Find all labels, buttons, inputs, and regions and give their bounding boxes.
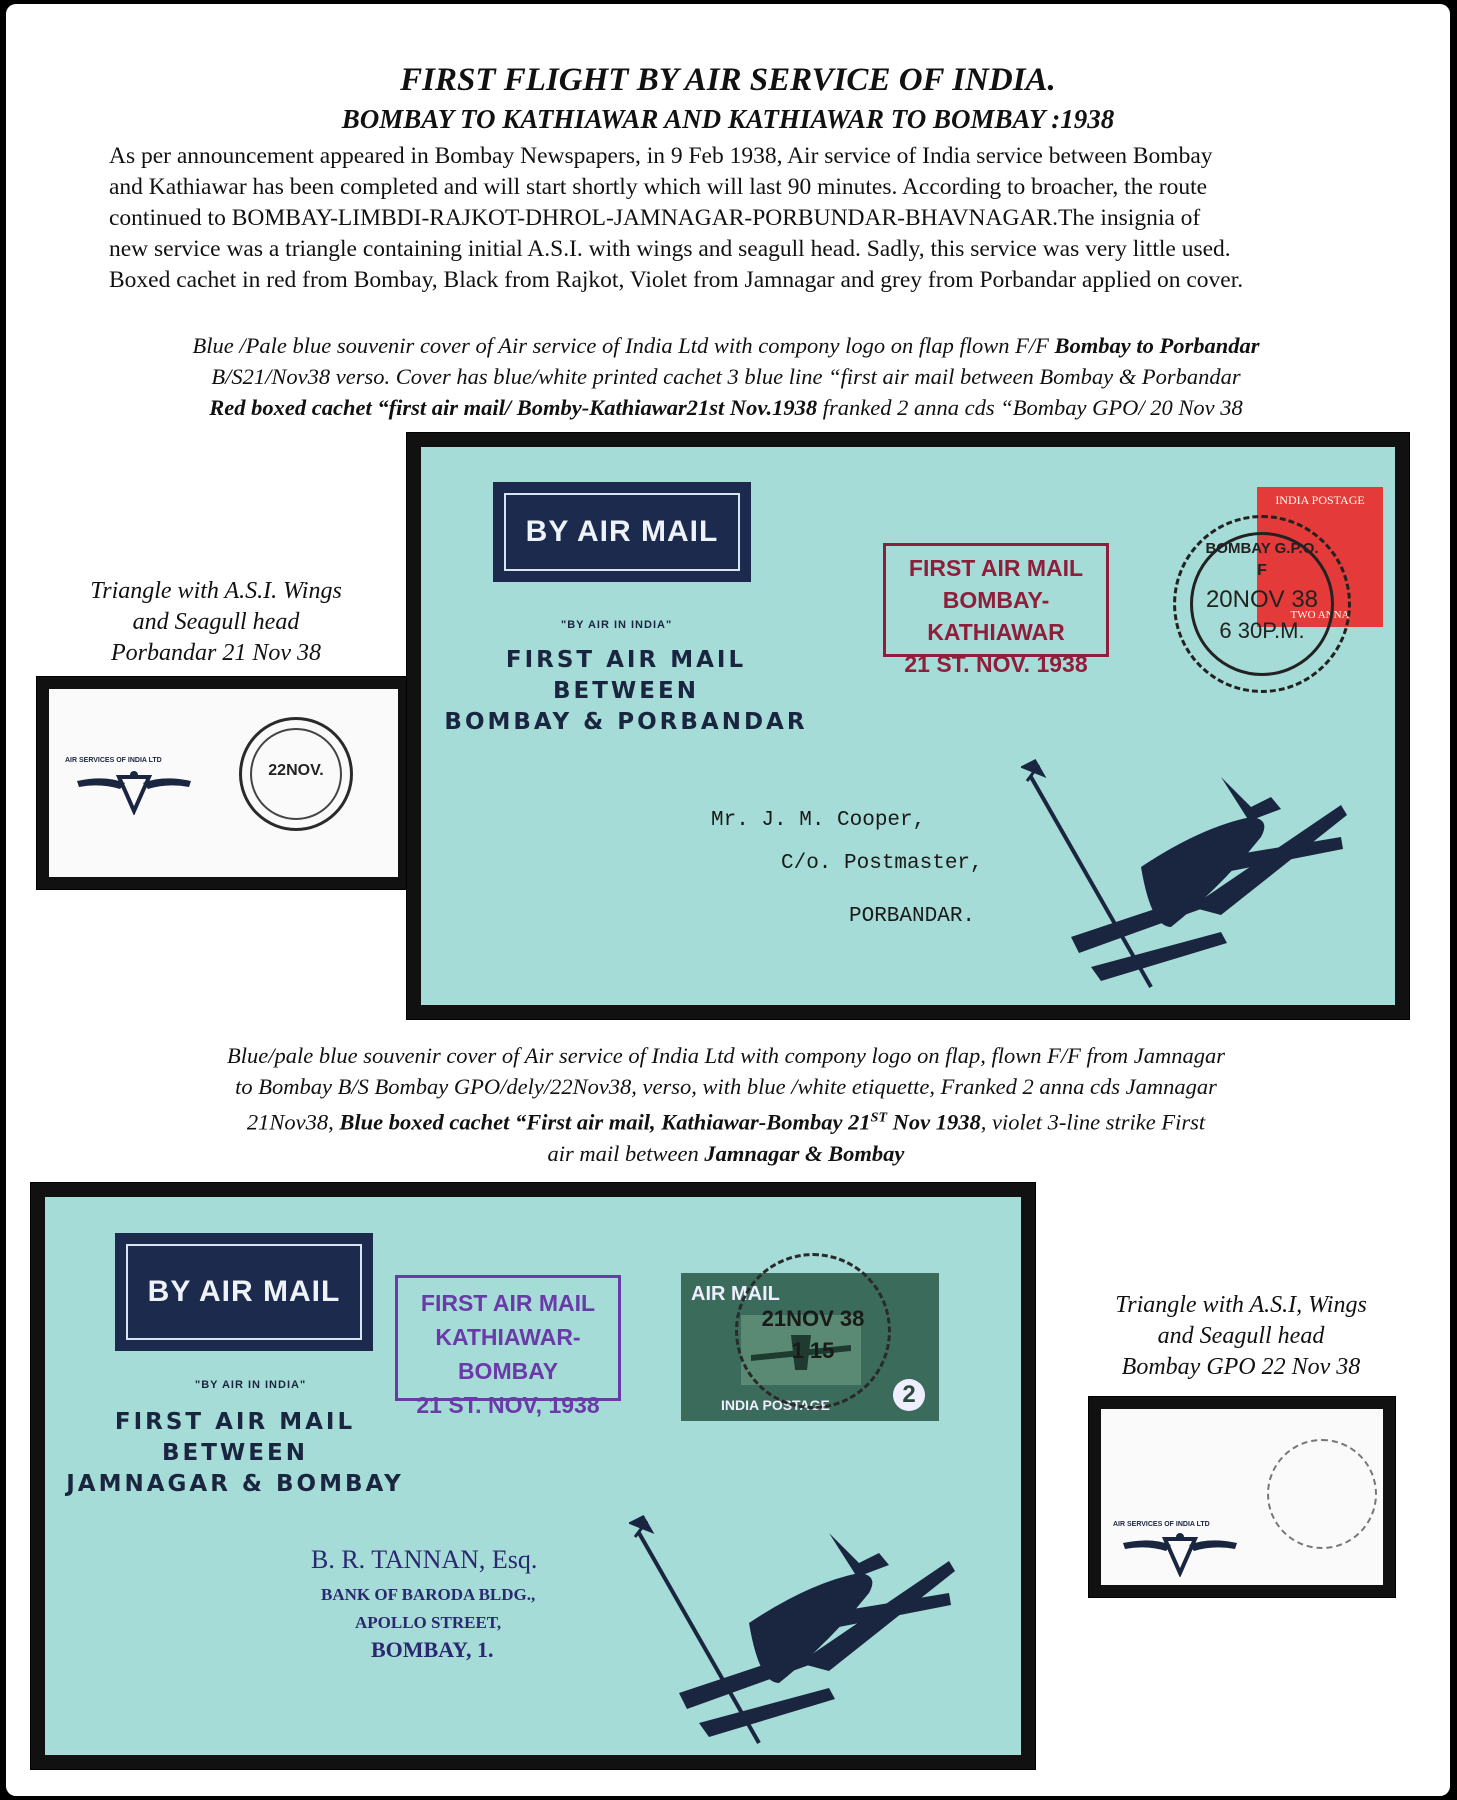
cover2-desc-text: to Bombay B/S Bombay GPO/dely/22Nov38, verso, with blue /white etiquette, Franked 2 anna cds Jamnagar [235, 1074, 1217, 1099]
caption-line: Bombay GPO 22 Nov 38 [1121, 1354, 1361, 1380]
cover2-postmark [735, 1253, 891, 1409]
printed-line: BETWEEN [162, 1440, 308, 1466]
cover1-desc-bold: Red boxed cachet “first air mail/ Bomby-Kathiawar21st Nov.1938 [209, 395, 818, 420]
cover2-desc-bold: Nov 1938 [887, 1109, 981, 1135]
airplane-illustration [1021, 757, 1351, 997]
stamp-top-text: INDIA POSTAGE [1275, 493, 1365, 507]
cover2-mount [30, 1182, 1036, 1770]
printed-line: FIRST AIR MAIL [114, 1409, 356, 1435]
flap2-caption [1076, 1290, 1406, 1383]
cover1-airmail-label [493, 482, 751, 582]
cover2-desc-text: 21Nov38, [246, 1109, 340, 1135]
flap2-logo-text: AIR SERVICES OF INDIA LTD [1113, 1521, 1210, 1528]
printed-line: FIRST AIR MAIL [505, 647, 747, 673]
cover1-desc-text: franked 2 anna cds “Bombay GPO/ 20 Nov 38 [817, 395, 1243, 420]
intro-paragraph [109, 141, 1439, 296]
cover1-address-line: C/o. Postmaster, [781, 852, 983, 875]
postmark-date: 21NOV 38 [761, 1306, 865, 1331]
cachet-line: 21 ST. NOV, 1938 [416, 1392, 600, 1418]
printed-line: BOMBAY & PORBANDAR [444, 709, 808, 735]
caption-line: Triangle with A.S.I. Wings [90, 578, 342, 604]
cover1-address-line: Mr. J. M. Cooper, [711, 809, 926, 832]
cover2-airmail-label [115, 1233, 373, 1351]
cachet-line: FIRST AIR MAIL [908, 555, 1084, 581]
cover1-desc-bold: Bombay to Porbandar [1054, 333, 1260, 358]
cachet-line: KATHIAWAR-BOMBAY [435, 1324, 581, 1384]
cover1-desc-text: B/S21/Nov38 verso. Cover has blue/white printed cachet 3 blue line “first air mail between Bombay & Porbandar [211, 364, 1241, 389]
cover2-envelope [45, 1197, 1021, 1755]
postmark-date: 20NOV 38 [1205, 586, 1319, 613]
printed-line: BETWEEN [553, 678, 699, 704]
cover2-desc-bold: Blue boxed cachet “First air mail, Kathiawar-Bombay 21 [339, 1109, 871, 1135]
cover2-desc-bold: Jamnagar & Bombay [704, 1140, 905, 1166]
asi-wings-logo [75, 769, 193, 815]
cover2-printed-cachet [55, 1407, 415, 1500]
cover1-red-boxed-cachet [883, 543, 1109, 677]
cover1-desc-text: Blue /Pale blue souvenir cover of Air service of India Ltd with compony logo on flap flown F/F [192, 333, 1055, 358]
flap2-postmark [1267, 1439, 1377, 1549]
postmark-time: 1 15 [791, 1338, 835, 1363]
stamp-bottom-text: INDIA POSTAGE [721, 1397, 830, 1413]
cover1-mount [406, 432, 1410, 1020]
intro-line: and Kathiawar has been completed and will start shortly which will last 90 minutes. According to broacher, the route [109, 174, 1208, 200]
postmark-time: 6 30P.M. [1219, 618, 1305, 643]
cover2-by-air-india: "BY AIR IN INDIA" [195, 1379, 307, 1391]
cover1-description [36, 330, 1416, 423]
flap1-image [49, 689, 398, 877]
album-page [6, 4, 1450, 1796]
cover2-address-line: B. R. TANNAN, Esq. [311, 1545, 538, 1574]
caption-line: and Seagull head [1157, 1323, 1325, 1349]
postmark-code: F [1257, 562, 1267, 579]
cachet-line: FIRST AIR MAIL [420, 1290, 596, 1316]
airmail-label-text: BY AIR MAIL [504, 493, 740, 571]
cover1-by-air-india: "BY AIR IN INDIA" [561, 619, 673, 631]
cover1-printed-cachet [441, 645, 811, 738]
intro-line: new service was a triangle containing initial A.S.I. with wings and seagull head. Sadly, this service was very little used. [109, 236, 1231, 262]
stamp-value: 2 [893, 1379, 925, 1411]
cover2-address-line: BANK OF BARODA BLDG., [321, 1585, 536, 1604]
cover2-desc-text: Blue/pale blue souvenir cover of Air service of India Ltd with compony logo on flap, flown F/F from Jamnagar [227, 1043, 1225, 1068]
flap1-caption [66, 576, 366, 669]
flap1-logo-text: AIR SERVICES OF INDIA LTD [65, 757, 162, 764]
flap2-image [1101, 1409, 1383, 1585]
cover2-desc-text: air mail between [547, 1140, 705, 1166]
cover2-desc-text: , violet 3-line strike First [980, 1109, 1206, 1135]
asi-wings-logo [1121, 1531, 1239, 1577]
cover2-desc-sup: ST [870, 1110, 888, 1125]
cover1-postmark [1173, 515, 1351, 693]
airmail-label-text: BY AIR MAIL [126, 1244, 362, 1340]
stamp-bottom-text: TWO ANNA [1290, 609, 1350, 621]
page-subtitle: BOMBAY TO KATHIAWAR AND KATHIAWAR TO BOMBAY :1938 [341, 104, 1115, 134]
caption-line: Triangle with A.S.I, Wings [1115, 1292, 1367, 1318]
flap2-mount [1088, 1396, 1396, 1598]
flap1-postmark-date: 22NOV. [268, 762, 324, 779]
postmark-office: BOMBAY G.P.O. [1205, 540, 1319, 557]
cachet-line: 21 ST. NOV. 1938 [904, 651, 1088, 677]
cover2-address-line: BOMBAY, 1. [371, 1637, 494, 1662]
page-title: FIRST FLIGHT BY AIR SERVICE OF INDIA. [400, 62, 1056, 98]
caption-line: and Seagull head [132, 609, 300, 635]
intro-line: Boxed cachet in red from Bombay, Black from Rajkot, Violet from Jamnagar and grey from Porbandar applied on cover. [109, 267, 1244, 293]
cover1-address-line: PORBANDAR. [849, 905, 976, 928]
flap1-mount [36, 676, 411, 890]
cover2-address-line: APOLLO STREET, [355, 1613, 502, 1632]
cachet-line: BOMBAY-KATHIAWAR [927, 587, 1065, 645]
intro-line: As per announcement appeared in Bombay Newspapers, in 9 Feb 1938, Air service of India service between Bombay [109, 143, 1213, 169]
caption-line: Porbandar 21 Nov 38 [111, 640, 321, 666]
intro-line: continued to BOMBAY-LIMBDI-RAJKOT-DHROL-JAMNAGAR-PORBUNDAR-BHAVNAGAR.The insignia of [109, 205, 1201, 231]
cover2-violet-boxed-cachet [395, 1275, 621, 1418]
cover2-description [116, 1040, 1336, 1169]
flap1-postmark [239, 717, 353, 831]
cover1-envelope [421, 447, 1395, 1005]
airplane-illustration [629, 1513, 959, 1753]
stamp-top-text: AIR MAIL [691, 1283, 780, 1305]
printed-line: JAMNAGAR & BOMBAY [66, 1471, 404, 1497]
